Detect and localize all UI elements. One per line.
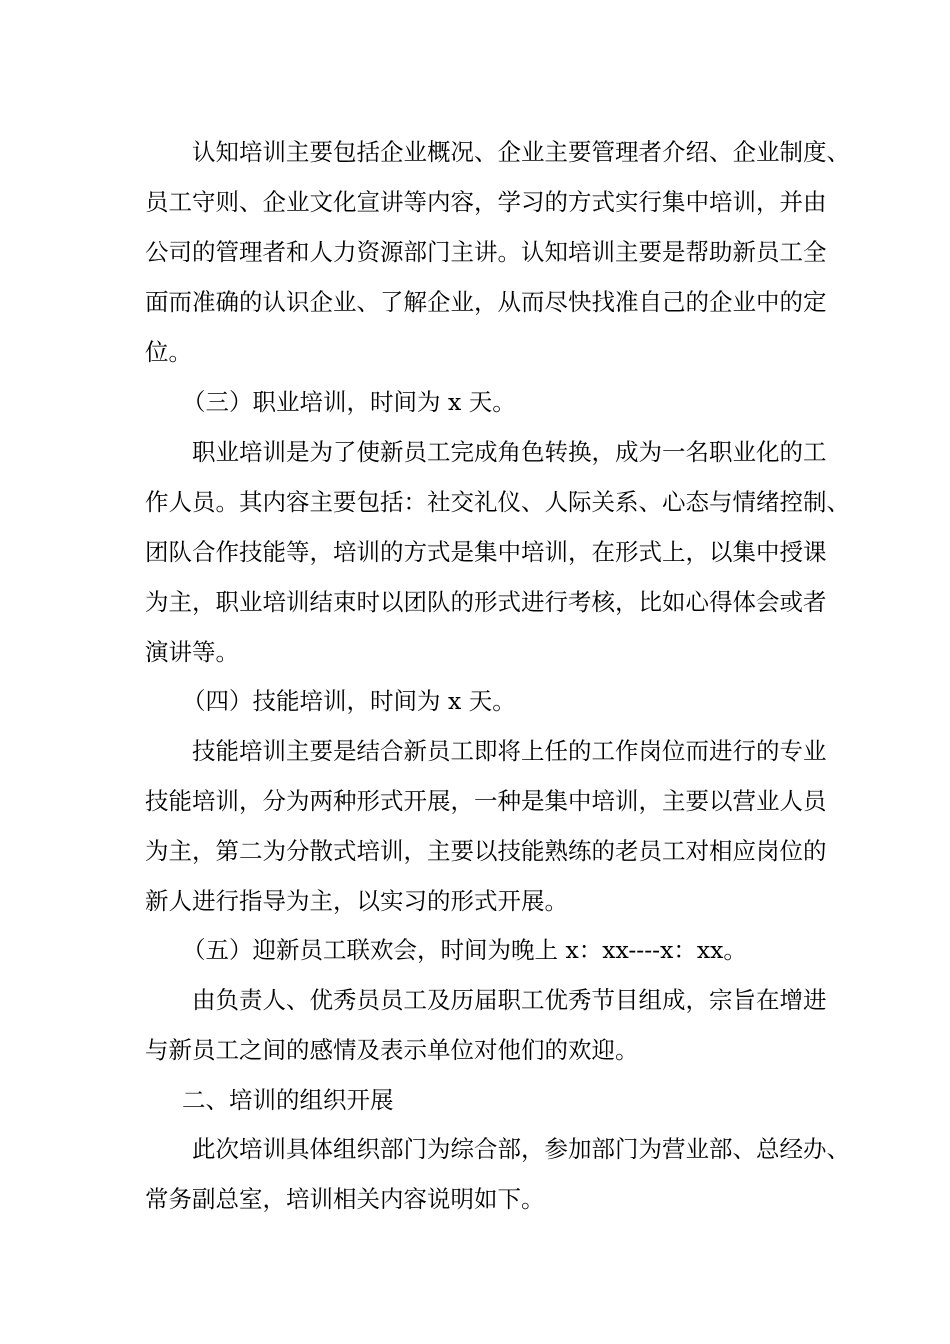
- paragraph-line: 技能培训主要是结合新员工即将上任的工作岗位而进行的专业: [192, 737, 827, 765]
- paragraph-line: 技能培训，分为两种形式开展，一种是集中培训，主要以营业人员: [145, 787, 827, 815]
- paragraph-line: 位。: [145, 338, 192, 366]
- paragraph-line: 员工守则、企业文化宣讲等内容，学习的方式实行集中培训，并由: [145, 188, 827, 216]
- paragraph-line: 此次培训具体组织部门为综合部，参加部门为营业部、总经办、: [192, 1135, 850, 1163]
- paragraph-line: 与新员工之间的感情及表示单位对他们的欢迎。: [145, 1036, 639, 1064]
- paragraph-line: 由负责人、优秀员员工及历届职工优秀节目组成，宗旨在增进: [192, 986, 827, 1014]
- paragraph-line: 新人进行指导为主，以实习的形式开展。: [145, 887, 568, 915]
- paragraph-line: 面而准确的认识企业、了解企业，从而尽快找准自己的企业中的定: [145, 288, 827, 316]
- paragraph-line: 常务副总室，培训相关内容说明如下。: [145, 1185, 545, 1213]
- section-heading: （四）技能培训，时间为 x 天。: [182, 687, 516, 715]
- paragraph-line: 为主，第二为分散式培训，主要以技能熟练的老员工对相应岗位的: [145, 837, 827, 865]
- paragraph-line: 作人员。其内容主要包括：社交礼仪、人际关系、心态与情绪控制、: [145, 488, 850, 516]
- section-heading: （三）职业培训，时间为 x 天。: [182, 388, 516, 416]
- paragraph-line: 公司的管理者和人力资源部门主讲。认知培训主要是帮助新员工全: [145, 238, 827, 266]
- section-heading: （五）迎新员工联欢会，时间为晚上 x：xx----x：xx。: [182, 936, 747, 964]
- paragraph-line: 认知培训主要包括企业概况、企业主要管理者介绍、企业制度、: [192, 138, 850, 166]
- paragraph-line: 团队合作技能等，培训的方式是集中培训，在形式上，以集中授课: [145, 538, 827, 566]
- section-heading: 二、培训的组织开展: [182, 1086, 394, 1114]
- paragraph-line: 演讲等。: [145, 638, 239, 666]
- paragraph-line: 职业培训是为了使新员工完成角色转换，成为一名职业化的工: [192, 438, 827, 466]
- paragraph-line: 为主，职业培训结束时以团队的形式进行考核，比如心得体会或者: [145, 588, 827, 616]
